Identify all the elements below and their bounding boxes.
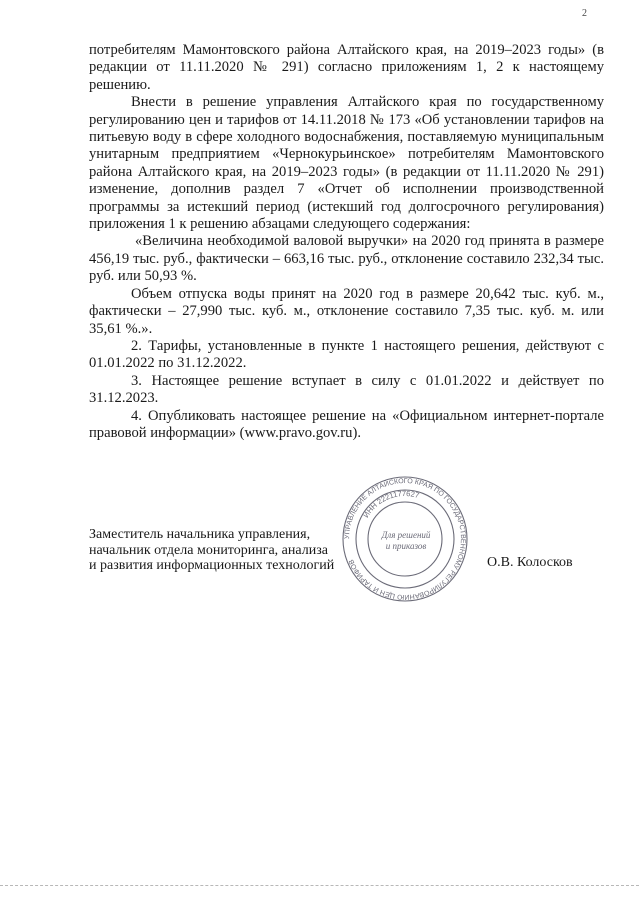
official-seal <box>340 474 470 604</box>
signatory-title-line: начальник отдела мониторинга, анализа <box>89 542 328 558</box>
page-number: 2 <box>582 8 587 19</box>
seal-outer-textpath: УПРАВЛЕНИЕ АЛТАЙСКОГО КРАЯ ПО ГОСУДАРСТВЕННОМУ РЕГУЛИРОВАНИЮ ЦЕН И ТАРИФОВ <box>343 477 467 601</box>
paragraph: 4. Опубликовать настоящее решение на «Официальном интернет-портале правовой информации» (www.pravo.gov.ru). <box>89 407 604 441</box>
page-bottom-edge <box>0 885 639 888</box>
paragraph: потребителям Мамонтовского района Алтайского края, на 2019–2023 годы» (в редакции от 11.11.2020 № 291) согласно приложениям 1, 2 к настоящему решению. <box>89 42 604 93</box>
signatory-title-line: и развития информационных технологий <box>89 558 335 573</box>
seal-center-line: Для решений <box>381 530 431 540</box>
paragraph: Объем отпуска воды принят на 2020 год в размере 20,642 тыс. куб. м., фактически – 27,990 тыс. куб. м., отклонение составило 7,35 тыс. куб. м. или 35,61 %.». <box>89 285 604 337</box>
paragraph: 3. Настоящее решение вступает в силу с 01.01.2022 и действует по 31.12.2023. <box>89 372 604 407</box>
seal-center-line: и приказов <box>385 541 427 551</box>
seal-inner-textpath: ИНН 2221177627 <box>361 488 421 520</box>
paragraph: «Величина необходимой валовой выручки» на 2020 год принята в размере 456,19 тыс. руб., фактически – 663,16 тыс. руб., отклонение составило 232,34 тыс. руб. или 50,93 %. <box>89 233 604 285</box>
signatory-title <box>89 527 334 574</box>
paragraph: 2. Тарифы, установленные в пункте 1 настоящего решения, действуют с 01.01.2022 по 31.12.2022. <box>89 337 604 372</box>
signatory-name: О.В. Колосков <box>487 555 573 570</box>
document-body <box>89 42 604 442</box>
paragraph: Внести в решение управления Алтайского края по государственному регулированию цен и тарифов от 14.11.2018 № 173 «Об установлении тарифов на питьевую воду в сфере холодного водоснабжения, поставляемую муниципальным унитарным предприятием «Чернокурьинское» потребителям Мамонтовского района Алтайского края, на 2019–2023 годы» (в редакции от 11.11.2020 № 291) изменение, дополнив раздел 7 «Отчет об исполнении производственной программы за истекший период (истекший год долгосрочного регулирования) приложения 1 к решению абзацами следующего содержания: <box>89 94 604 233</box>
signatory-title-line: Заместитель начальника управления, <box>89 527 311 542</box>
